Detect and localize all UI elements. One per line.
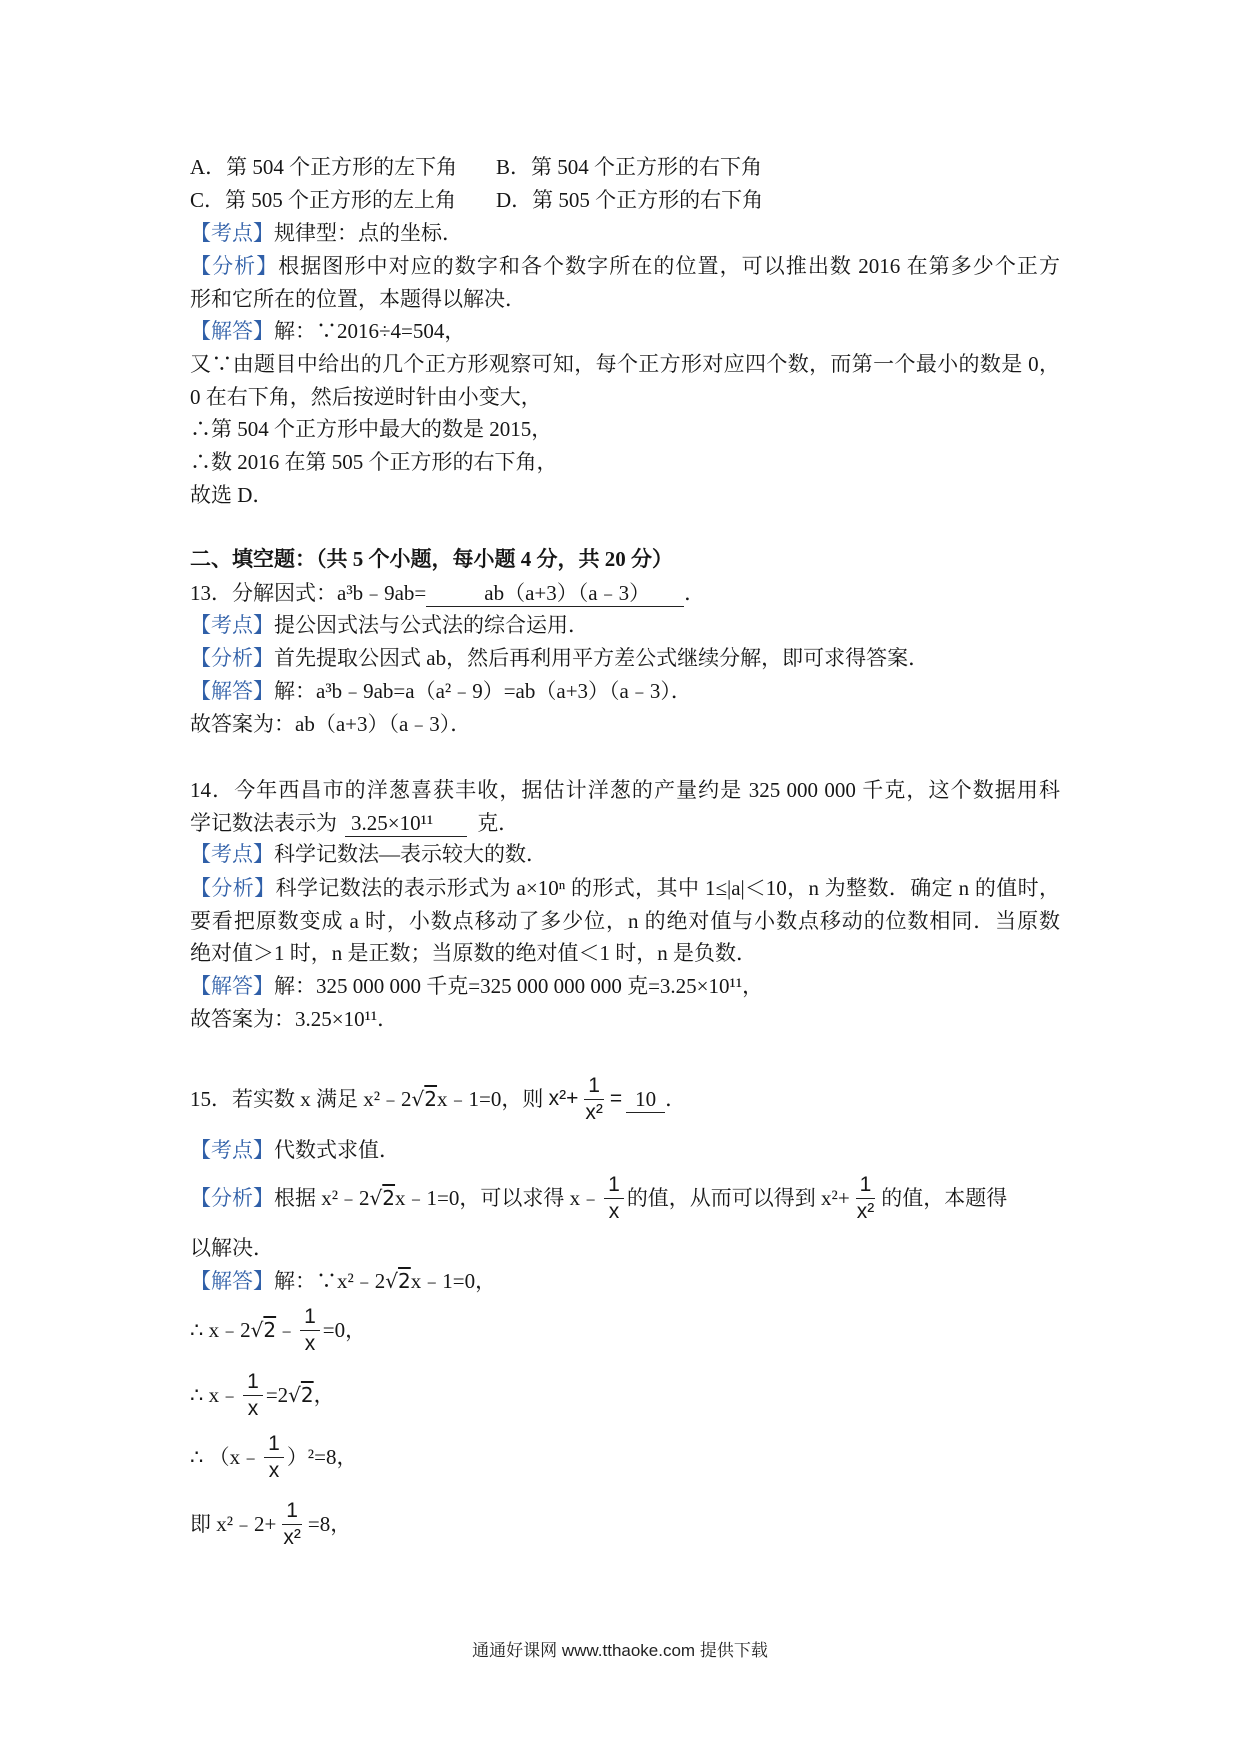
jieda-label: 【解答】: [190, 1269, 274, 1293]
q15-fenxi-mid-1: x﹣1=0，可以求得 x﹣: [395, 1186, 602, 1210]
q15-stem-text: 15．若实数 x 满足 x²﹣2: [190, 1087, 412, 1111]
fraction: [264, 1432, 284, 1481]
kaodian-label: 【考点】: [190, 221, 274, 245]
q15-jieda-2-pre: ∴ x﹣2: [190, 1318, 251, 1342]
q12-jieda-line-6: 故选 D．: [190, 483, 274, 507]
q15-stem-end: ．: [665, 1087, 687, 1111]
q15-fenxi-line-1: [190, 1173, 1008, 1223]
fraction: [581, 1074, 607, 1123]
square-root: [412, 1083, 437, 1115]
q12-fenxi-line-1: [190, 250, 1060, 282]
numerator: 1: [856, 1173, 876, 1198]
q15-jieda-5-pre: 即 x²﹣2+: [190, 1512, 277, 1536]
denominator: x²: [283, 1525, 301, 1549]
q13-jieda: [190, 675, 692, 707]
q12-jieda-text-1: 解：∵2016÷4=504，: [274, 319, 466, 343]
q15-stem-mid: x﹣1=0，则: [437, 1087, 549, 1111]
radicand: 2: [300, 1383, 314, 1407]
fenxi-label: 【分析】: [190, 876, 276, 900]
q12-fenxi-text-1: 根据图形中对应的数字和各个数字所在的位置，可以推出数 2016 在第多少个正方: [278, 254, 1060, 278]
fraction: [604, 1173, 624, 1222]
denominator: x: [304, 1331, 316, 1355]
q15-jieda-3-mid: =2: [265, 1383, 289, 1407]
jieda-label: 【解答】: [190, 679, 274, 703]
q15-jieda-line-3: [190, 1370, 335, 1420]
radicand: 2: [424, 1087, 438, 1111]
q15-jieda-3-pre: ∴ x﹣: [190, 1383, 241, 1407]
section-title: 二、填空题：（共 5 个小题，每小题 4 分，共 20 分）: [190, 547, 673, 571]
denominator: x: [608, 1199, 620, 1223]
jieda-label: 【解答】: [190, 974, 274, 998]
q15-jieda-1-end: x﹣1=0，: [410, 1269, 497, 1293]
q15-jieda-1-pre: 解：∵x²﹣2: [274, 1269, 386, 1293]
q15-expression-lhs: x²+: [548, 1087, 579, 1110]
q12-jieda-line-3: 0 在右下角，然后按逆时针由小变大，: [190, 385, 542, 409]
q13-kaodian: [190, 609, 589, 641]
q13-stem-text: 13．分解因式：a³b﹣9ab=: [190, 581, 427, 605]
fraction: [853, 1173, 879, 1222]
q15-kaodian: [190, 1134, 400, 1166]
sqrt-sign: √: [411, 1087, 425, 1111]
q12-option-a: A．第 504 个正方形的左下角: [190, 155, 458, 179]
kaodian-label: 【考点】: [190, 842, 274, 866]
radicand: 2: [263, 1318, 277, 1342]
q14-stem-line-2: [190, 807, 519, 839]
q13-jieda-text: 解：a³b﹣9ab=a（a²﹣9）=ab（a+3）（a﹣3）．: [274, 679, 692, 703]
radicand: 2: [398, 1269, 411, 1293]
kaodian-label: 【考点】: [190, 613, 274, 637]
sqrt-sign: √: [250, 1318, 264, 1342]
page-footer: 通通好课网 www.tthaoke.com 提供下载: [472, 1641, 768, 1660]
q12-option-d: D．第 505 个正方形的右下角: [496, 188, 764, 212]
q15-jieda-2-mid: ﹣: [276, 1318, 298, 1342]
q12-option-b: B．第 504 个正方形的右下角: [496, 155, 763, 179]
q13-stem-end: ．: [684, 581, 706, 605]
sqrt-sign: √: [288, 1383, 301, 1407]
q15-answer-blank: 10: [626, 1086, 665, 1113]
square-root: [370, 1182, 395, 1214]
numerator: 1: [264, 1432, 284, 1457]
q13-fenxi-text: 首先提取公因式 ab，然后再利用平方差公式继续分解，即可求得答案．: [274, 646, 930, 670]
q13-fenxi: [190, 642, 929, 674]
equals-sign: =: [609, 1087, 623, 1110]
q14-stem-text-2: 学记数法表示为: [190, 811, 337, 835]
q15-fenxi-line-2: 以解决．: [190, 1236, 274, 1260]
q13-answer-blank: ab（a+3）（a﹣3）: [426, 580, 684, 607]
q14-fenxi-line-3: 绝对值＞1 时，n 是正数；当原数的绝对值＜1 时，n 是负数．: [190, 941, 757, 965]
q14-conclusion: 故答案为：3.25×10¹¹．: [190, 1007, 399, 1031]
kaodian-label: 【考点】: [190, 1138, 274, 1162]
q14-stem-line-1: 14．今年西昌市的洋葱喜获丰收，据估计洋葱的产量约是 325 000 000 千克，这个数据用科: [190, 778, 1060, 802]
q15-jieda-line-1: [190, 1265, 496, 1297]
numerator: 1: [243, 1370, 263, 1395]
q15-jieda-2-end: =0，: [322, 1318, 367, 1342]
q14-kaodian: [190, 838, 547, 870]
numerator: 1: [282, 1499, 302, 1524]
q12-option-c: C．第 505 个正方形的左上角: [190, 188, 457, 212]
denominator: x: [268, 1458, 280, 1482]
q15-jieda-line-5: [190, 1499, 352, 1549]
fraction: [243, 1370, 263, 1419]
denominator: x²: [585, 1100, 603, 1124]
q15-fenxi-mid-2: 的值，从而可以得到 x²+: [626, 1186, 850, 1210]
q15-jieda-line-2: [190, 1305, 367, 1355]
q13-stem: [190, 577, 705, 609]
numerator: 1: [584, 1074, 604, 1099]
square-root: [288, 1379, 313, 1411]
q12-fenxi-line-2: 形和它所在的位置，本题得以解决．: [190, 287, 526, 311]
q12-jieda-line-1: [190, 315, 465, 347]
numerator: 1: [604, 1173, 624, 1198]
q15-jieda-5-end: =8，: [307, 1512, 352, 1536]
fenxi-label: 【分析】: [190, 646, 274, 670]
q13-conclusion: 故答案为：ab（a+3）（a﹣3）．: [190, 712, 472, 736]
sqrt-sign: √: [385, 1269, 399, 1293]
q14-stem-end: 克．: [477, 811, 520, 835]
numerator: 1: [300, 1305, 320, 1330]
q15-jieda-3-end: ，: [313, 1383, 335, 1407]
fenxi-label: 【分析】: [190, 1186, 274, 1210]
q14-jieda-text: 解：325 000 000 千克=325 000 000 000 克=3.25×10¹¹，: [274, 974, 764, 998]
radicand: 2: [382, 1186, 396, 1210]
q12-kaodian-text: 规律型：点的坐标．: [274, 221, 463, 245]
jieda-label: 【解答】: [190, 319, 274, 343]
q15-fenxi-pre: 根据 x²﹣2: [274, 1186, 370, 1210]
fenxi-label: 【分析】: [190, 254, 279, 278]
q15-kaodian-text: 代数式求值．: [274, 1138, 400, 1162]
q14-kaodian-text: 科学记数法—表示较大的数．: [274, 842, 547, 866]
square-root: [385, 1265, 410, 1297]
q14-answer-blank: 3.25×10¹¹: [345, 810, 467, 837]
q13-kaodian-text: 提公因式法与公式法的综合运用．: [274, 613, 589, 637]
q15-stem: [190, 1074, 687, 1124]
q15-jieda-line-4: [190, 1432, 358, 1482]
q14-fenxi-text-1: 科学记数法的表示形式为 a×10ⁿ 的形式，其中 1≤|a|＜10，n 为整数．确定 n 的值时，: [275, 876, 1061, 900]
q15-fenxi-end: 的值，本题得: [881, 1186, 1008, 1210]
square-root: [251, 1314, 276, 1346]
sqrt-sign: √: [369, 1186, 383, 1210]
q14-fenxi-line-2: 要看把原数变成 a 时，小数点移动了多少位，n 的绝对值与小数点移动的位数相同．当原数: [190, 909, 1060, 933]
fraction: [300, 1305, 320, 1354]
q12-jieda-line-5: ∴数 2016 在第 505 个正方形的右下角，: [190, 450, 558, 474]
q12-kaodian: [190, 217, 463, 249]
q12-jieda-line-2: 又∵由题目中给出的几个正方形观察可知，每个正方形对应四个数，而第一个最小的数是 0，: [190, 352, 1060, 376]
denominator: x: [247, 1396, 259, 1420]
q14-jieda: [190, 970, 763, 1002]
q15-jieda-4-pre: ∴ （x﹣: [190, 1445, 262, 1469]
denominator: x²: [856, 1199, 875, 1223]
fraction: [279, 1499, 305, 1548]
q15-jieda-4-end: ）²=8，: [286, 1445, 358, 1469]
q14-fenxi-line-1: [190, 872, 1060, 904]
q12-jieda-line-4: ∴第 504 个正方形中最大的数是 2015，: [190, 417, 553, 441]
